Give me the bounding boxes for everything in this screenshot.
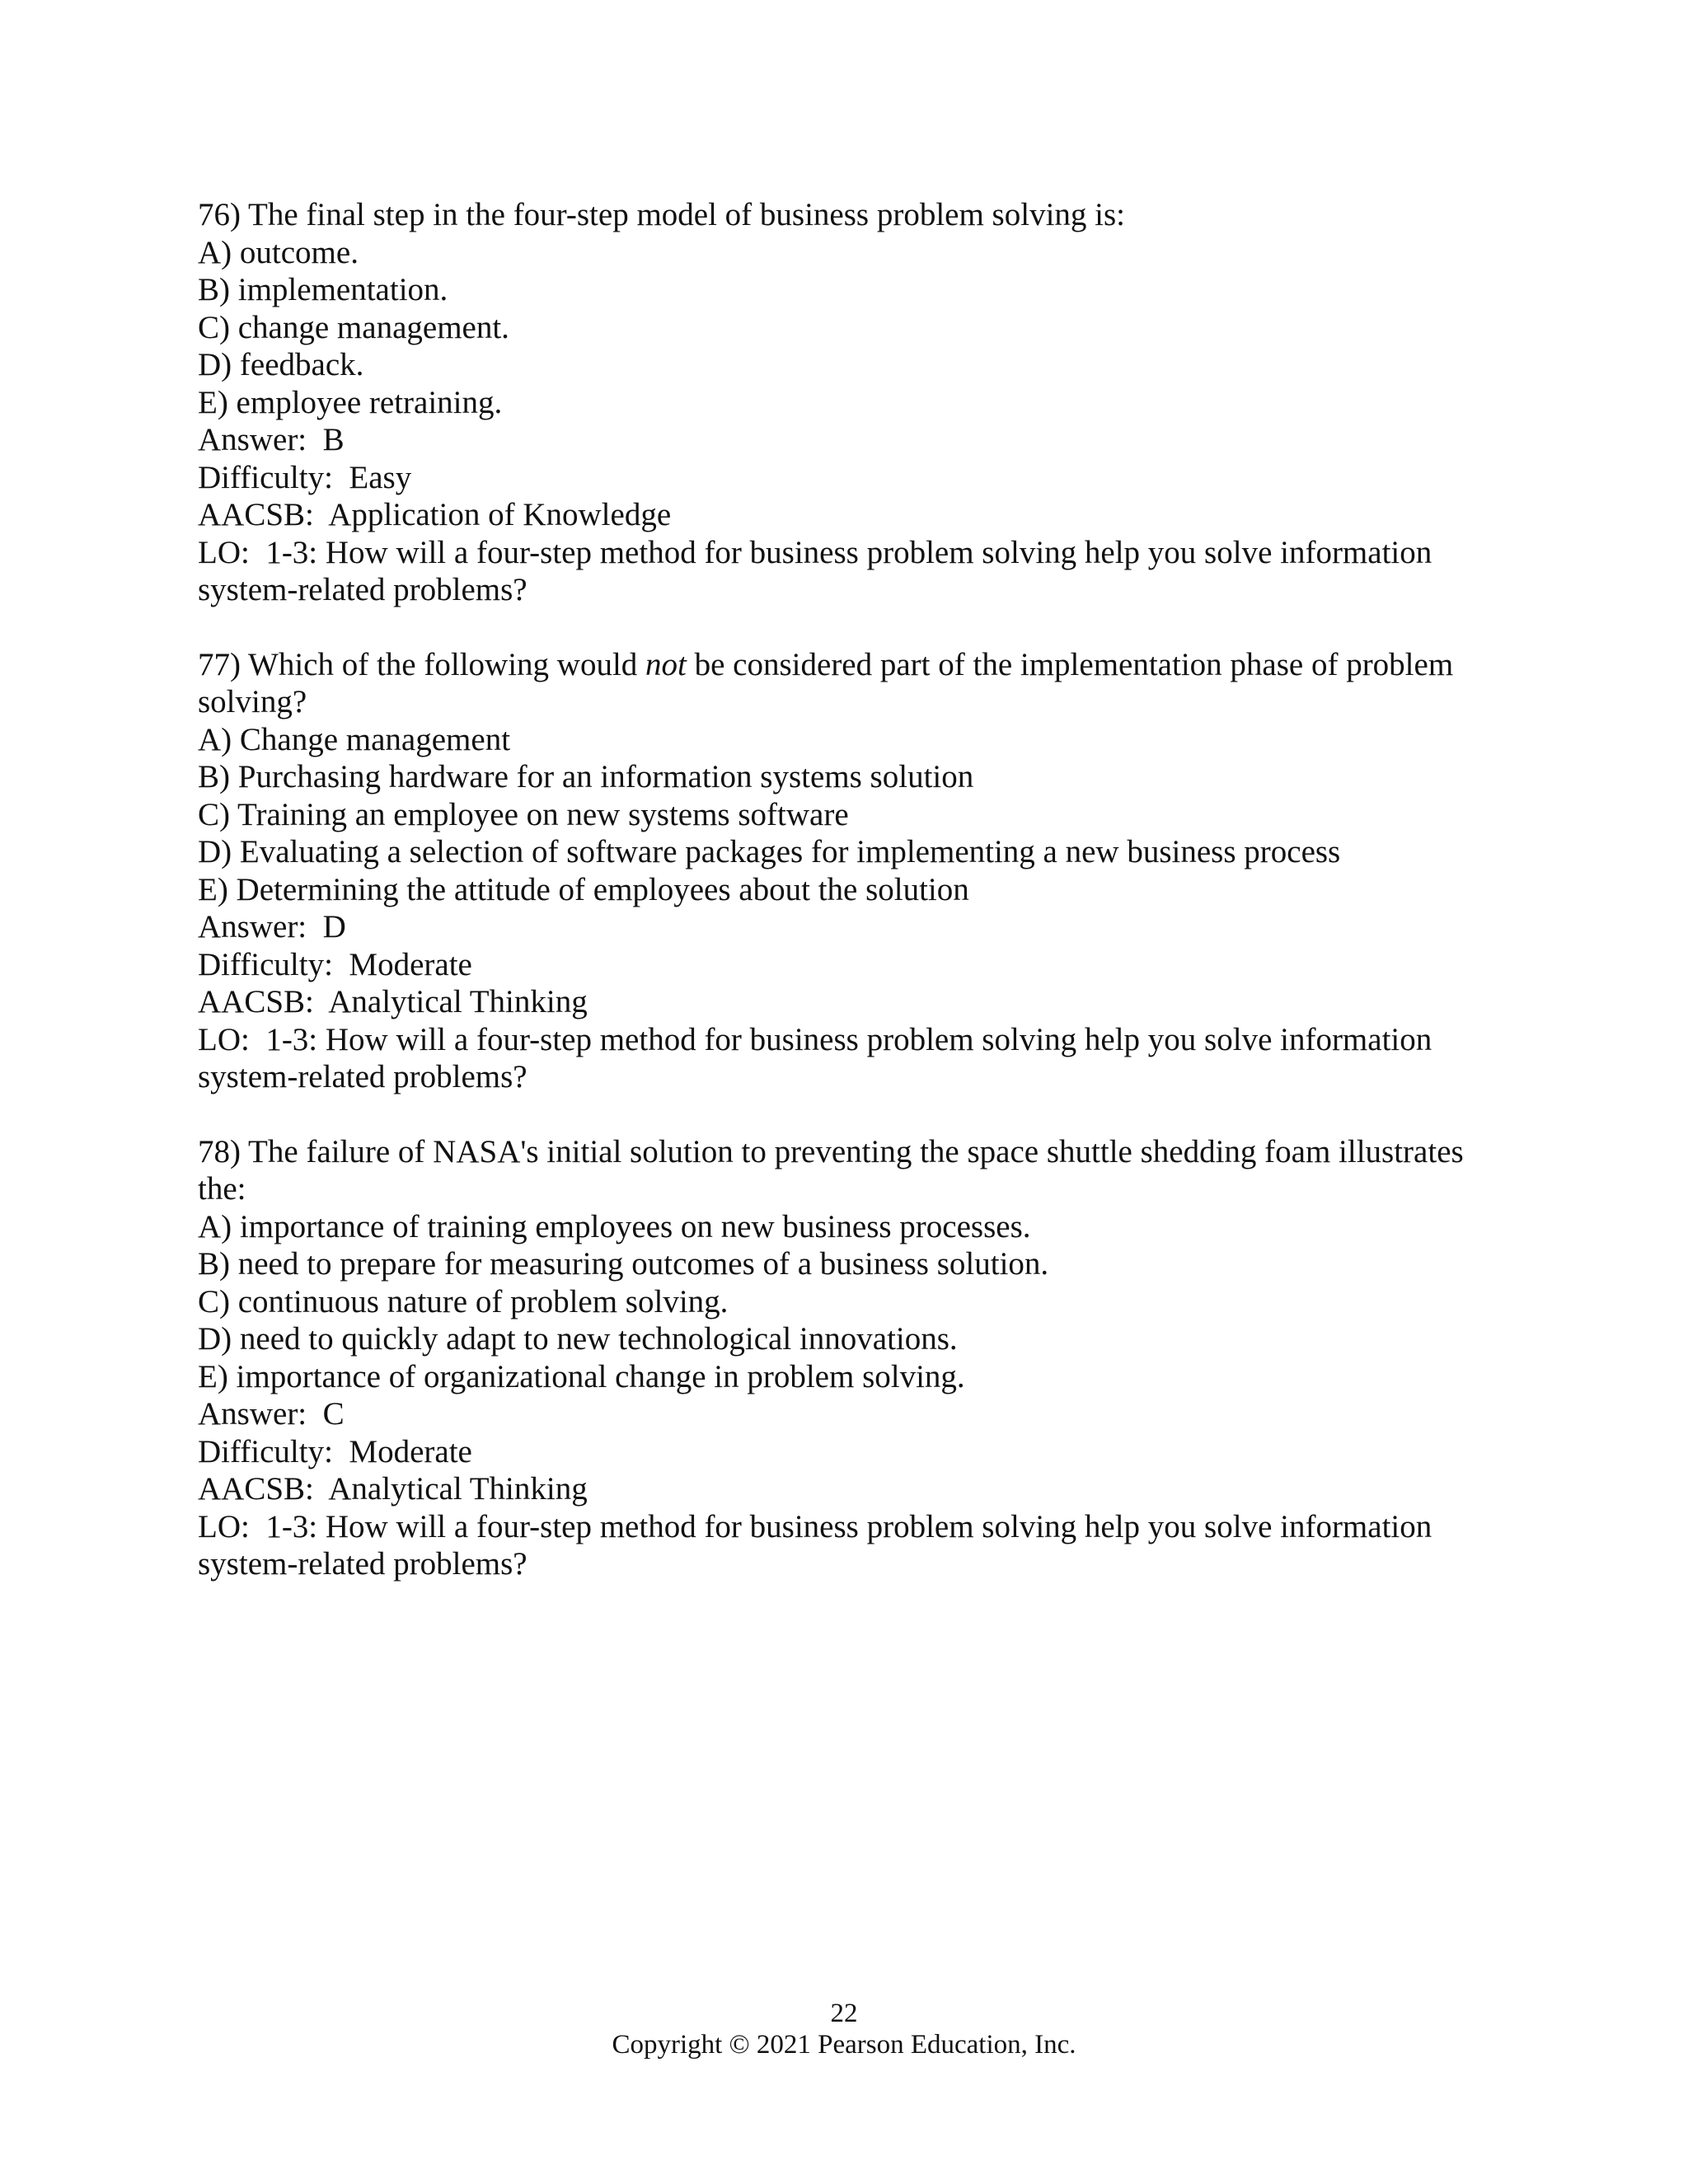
option-d: D) feedback. [198, 347, 364, 382]
option-c: C) Training an employee on new systems software [198, 796, 849, 832]
option-a: A) importance of training employees on new business processes. [198, 1208, 1031, 1244]
stem-text-before: 77) Which of the following would [198, 646, 646, 682]
answer: Answer: C [198, 1396, 345, 1432]
stem-emphasis: not [645, 646, 687, 682]
option-a: A) outcome. [198, 234, 359, 270]
question-77 [198, 646, 1484, 1096]
option-e: E) Determining the attitude of employees about the solution [198, 871, 969, 907]
option-e: E) employee retraining. [198, 384, 503, 420]
option-c: C) continuous nature of problem solving. [198, 1283, 729, 1319]
question-78 [198, 1133, 1484, 1583]
question-stem: 78) The failure of NASA's initial solution to preventing the space shuttle shedding foam illustrates the: [198, 1133, 1472, 1207]
answer: Answer: D [198, 909, 346, 944]
answer: Answer: B [198, 422, 345, 457]
learning-objective: LO: 1-3: How will a four-step method for business problem solving help you solve information system-related problems? [198, 1021, 1441, 1094]
aacsb: AACSB: Analytical Thinking [198, 1471, 588, 1507]
question-list [198, 196, 1484, 1620]
option-c: C) change management. [198, 309, 509, 345]
question-stem [198, 646, 1484, 721]
difficulty: Difficulty: Easy [198, 459, 412, 495]
learning-objective: LO: 1-3: How will a four-step method for business problem solving help you solve information system-related problems? [198, 1508, 1441, 1582]
question-stem: 76) The final step in the four-step model of business problem solving is: [198, 197, 1126, 232]
page-number: 22 [830, 1999, 858, 2028]
difficulty: Difficulty: Moderate [198, 1433, 472, 1469]
option-d: D) need to quickly adapt to new technological innovations. [198, 1321, 958, 1357]
question-76 [198, 196, 1484, 609]
option-b: B) implementation. [198, 272, 448, 307]
option-e: E) importance of organizational change in problem solving. [198, 1358, 965, 1394]
option-b: B) need to prepare for measuring outcomes of a business solution. [198, 1246, 1049, 1282]
aacsb: AACSB: Application of Knowledge [198, 497, 672, 532]
difficulty: Difficulty: Moderate [198, 946, 472, 982]
learning-objective: LO: 1-3: How will a four-step method for business problem solving help you solve information system-related problems? [198, 534, 1441, 607]
aacsb: AACSB: Analytical Thinking [198, 984, 588, 1019]
copyright-notice: Copyright © 2021 Pearson Education, Inc. [612, 2030, 1076, 2060]
option-d: D) Evaluating a selection of software packages for implementing a new business process [198, 834, 1341, 869]
option-a: A) Change management [198, 721, 511, 757]
stem-text-after: be considered part of the implementation phase of problem solving? [198, 646, 1461, 719]
option-b: B) Purchasing hardware for an information systems solution [198, 759, 974, 794]
